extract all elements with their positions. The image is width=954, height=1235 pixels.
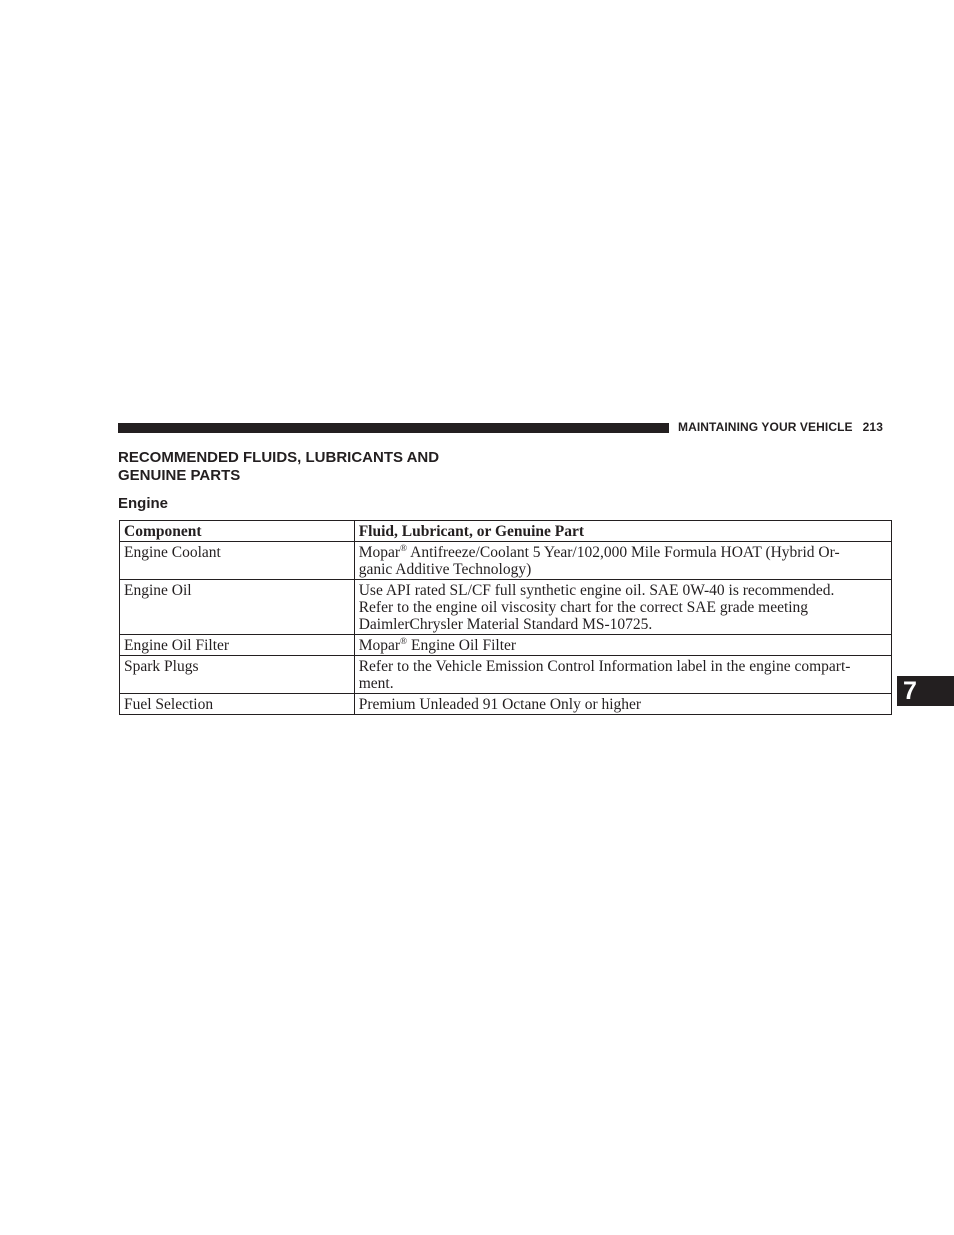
part-line: ganic Additive Technology) bbox=[358, 561, 532, 578]
component-cell: Fuel Selection bbox=[120, 694, 355, 715]
part-line: Premium Unleaded 91 Octane Only or higher bbox=[358, 696, 642, 713]
chapter-tab bbox=[897, 676, 954, 706]
table-row bbox=[120, 694, 892, 715]
table-row bbox=[120, 542, 892, 580]
part-line: ment. bbox=[358, 675, 394, 692]
part-line: Refer to the engine oil viscosity chart for the correct SAE grade meeting bbox=[358, 599, 809, 616]
table-header-row bbox=[120, 521, 892, 542]
header-rule bbox=[118, 423, 669, 433]
part-line: DaimlerChrysler Material Standard MS-10725. bbox=[358, 616, 653, 633]
section-title bbox=[118, 449, 439, 485]
page-number: 213 bbox=[862, 420, 883, 434]
part-line: Mopar® Antifreeze/Coolant 5 Year/102,000 Mile Formula HOAT (Hybrid Or- bbox=[358, 543, 840, 561]
section-title-line-1: RECOMMENDED FLUIDS, LUBRICANTS AND bbox=[118, 449, 440, 466]
section-title-line-2: GENUINE PARTS bbox=[118, 467, 241, 484]
table-row bbox=[120, 656, 892, 694]
part-cell bbox=[354, 656, 891, 694]
table-row bbox=[120, 580, 892, 635]
component-cell: Spark Plugs bbox=[120, 656, 355, 694]
fluids-table bbox=[119, 520, 892, 715]
component-cell: Engine Coolant bbox=[120, 542, 355, 580]
part-line: Mopar® Engine Oil Filter bbox=[358, 636, 517, 654]
part-line: Refer to the Vehicle Emission Control Information label in the engine compart- bbox=[358, 658, 851, 675]
component-cell: Engine Oil bbox=[120, 580, 355, 635]
part-cell bbox=[354, 635, 891, 656]
running-head bbox=[678, 420, 892, 434]
table-row bbox=[120, 635, 892, 656]
component-cell: Engine Oil Filter bbox=[120, 635, 355, 656]
part-cell bbox=[354, 694, 891, 715]
column-header-part: Fluid, Lubricant, or Genuine Part bbox=[354, 521, 891, 542]
part-line: Use API rated SL/CF full synthetic engine oil. SAE 0W-40 is recommended. bbox=[358, 582, 835, 599]
running-head-section: MAINTAINING YOUR VEHICLE bbox=[678, 420, 853, 434]
column-header-component: Component bbox=[120, 521, 355, 542]
subsection-title: Engine bbox=[118, 495, 169, 512]
chapter-number: 7 bbox=[903, 677, 917, 705]
part-cell bbox=[354, 542, 891, 580]
part-cell bbox=[354, 580, 891, 635]
